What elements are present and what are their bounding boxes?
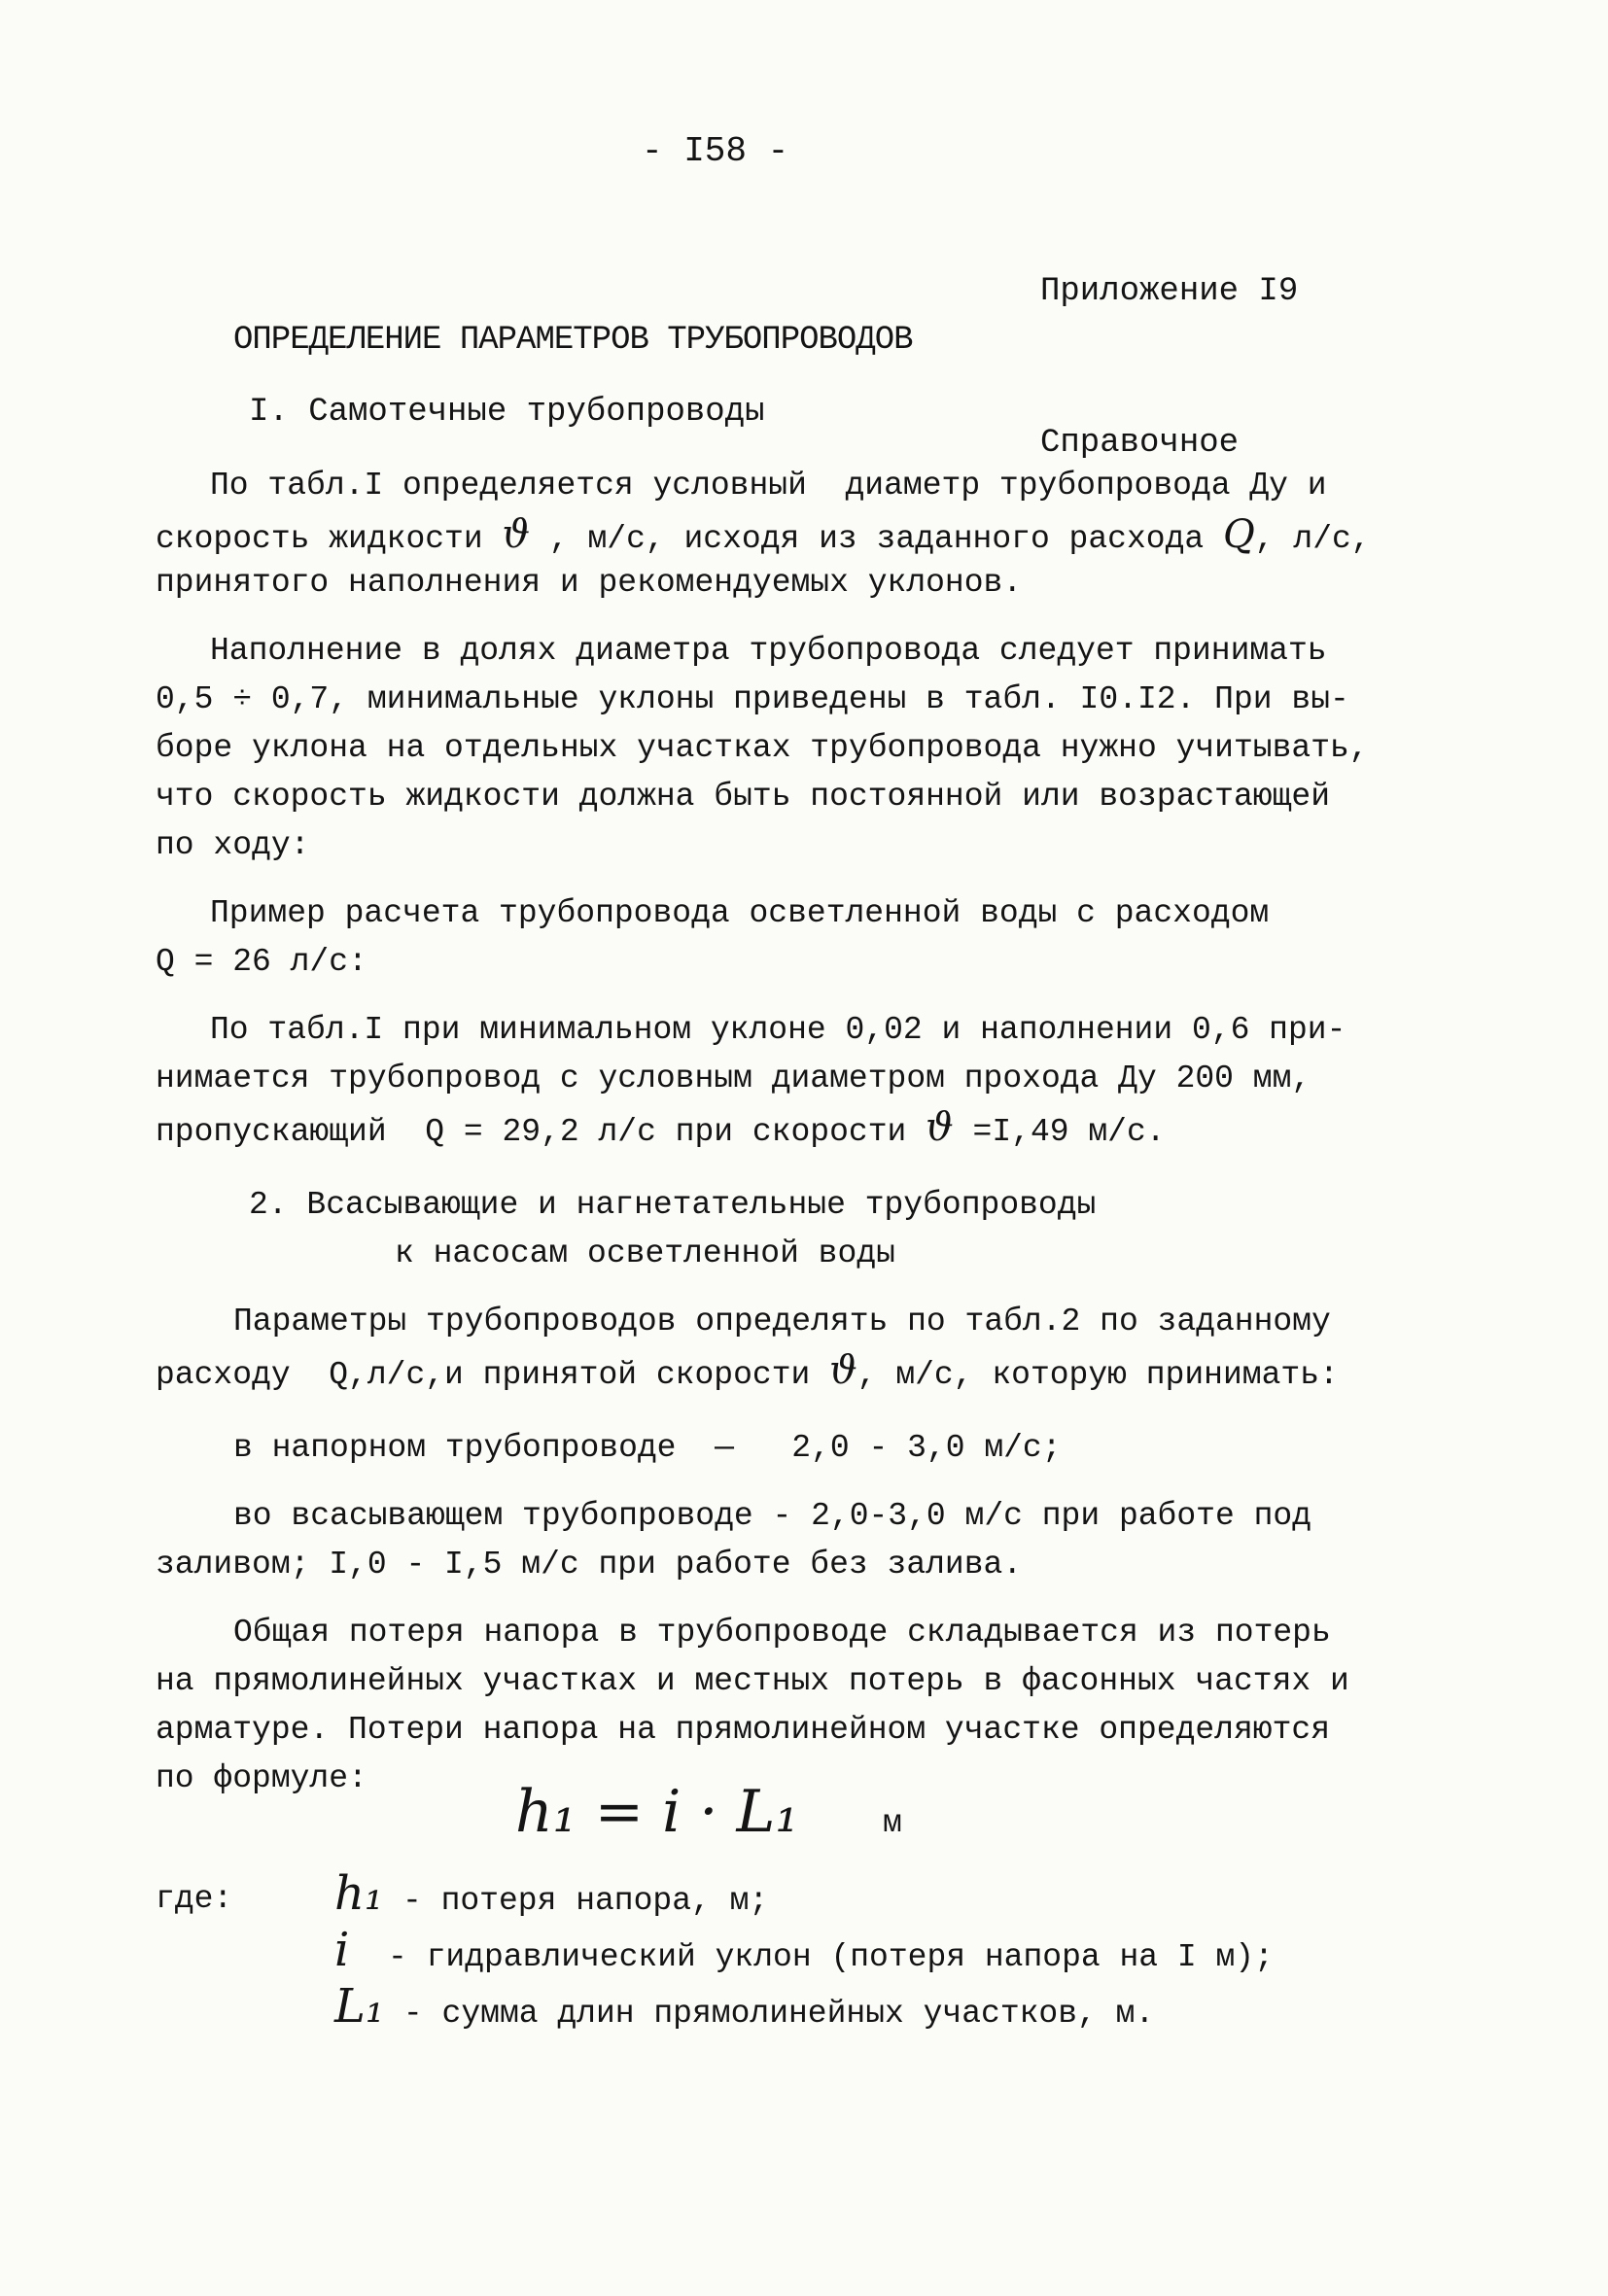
- s2p4-line3: арматуре. Потери напора на прямолинейном участке определяются: [156, 1712, 1330, 1748]
- s1p2-line4: что скорость жидкости должна быть постоянной или возрастающей: [156, 779, 1330, 815]
- s2p2-line: в напорном трубопроводе — 2,0 - 3,0 м/с;: [233, 1430, 1062, 1466]
- s2p3-line1: во всасывающем трубопроводе - 2,0-3,0 м/с при работе под: [233, 1498, 1311, 1534]
- s2p3-line2: заливом; I,0 - I,5 м/с при работе без залива.: [156, 1547, 1023, 1583]
- velocity-symbol: ϑ: [502, 512, 531, 557]
- s2p4-line4: по формуле:: [156, 1760, 367, 1796]
- velocity-symbol: ϑ: [926, 1105, 954, 1150]
- s1p1-line2: скорость жидкости ϑ , м/с, исходя из заданного расхода Q, л/с,: [156, 512, 1371, 557]
- s1p1-line1: По табл.I определяется условный диаметр трубопровода Ду и: [210, 468, 1327, 504]
- s1p2-line3: боре уклона на отдельных участках трубопровода нужно учитывать,: [156, 730, 1369, 766]
- s2p4-line1: Общая потеря напора в трубопроводе складывается из потерь: [233, 1615, 1331, 1651]
- section2-heading-line2: к насосам осветленной воды: [395, 1235, 895, 1271]
- s1p4-line3: пропускающий Q = 29,2 л/с при скорости ϑ =I,49 м/с.: [156, 1105, 1166, 1150]
- section2-heading-line1: 2. Всасывающие и нагнетательные трубопроводы: [249, 1187, 1097, 1223]
- definition-symbol: i: [334, 1923, 350, 1977]
- s1p2-line2: 0,5 ÷ 0,7, минимальные уклоны приведены в табл. I0.I2. При вы-: [156, 681, 1349, 717]
- definition-text: - гидравлический уклон (потеря напора на I м);: [349, 1939, 1274, 1975]
- velocity-symbol: ϑ: [829, 1348, 857, 1393]
- definition-row: [334, 1923, 1274, 1981]
- where-label: где:: [156, 1881, 233, 1917]
- s2p4-line2: на прямолинейных участках и местных потерь в фасонных частях и: [156, 1663, 1349, 1699]
- definition-text: - сумма длин прямолинейных участков, м.: [384, 1996, 1155, 2032]
- s1p3-line2: Q = 26 л/с:: [156, 944, 367, 980]
- definition-symbol: L₁: [334, 1979, 385, 2034]
- flow-symbol: Q: [1222, 512, 1255, 557]
- definition-row: [334, 1866, 769, 1925]
- s2p1-line2: расходу Q,л/с,и принятой скорости ϑ, м/с, которую принимать:: [156, 1348, 1339, 1393]
- s1p2-line5: по ходу:: [156, 827, 310, 863]
- s1p4-line1: По табл.I при минимальном уклоне 0,02 и наполнении 0,6 при-: [210, 1012, 1346, 1048]
- s1p1-line3: принятого наполнения и рекомендуемых уклонов.: [156, 565, 1023, 601]
- page-number: - I58 -: [642, 131, 789, 171]
- formula-unit: м: [883, 1805, 902, 1841]
- definition-symbol: h₁: [334, 1866, 384, 1921]
- document-title: ОПРЕДЕЛЕНИЕ ПАРАМЕТРОВ ТРУБОПРОВОДОВ: [233, 322, 913, 359]
- definition-text: - потеря напора, м;: [383, 1883, 769, 1919]
- head-loss-formula: h₁ = i · L₁: [515, 1778, 799, 1846]
- s1p3-line1: Пример расчета трубопровода осветленной воды с расходом: [210, 895, 1270, 931]
- appendix-number: Приложение I9: [1040, 273, 1299, 310]
- s2p1-line1: Параметры трубопроводов определять по табл.2 по заданному: [233, 1304, 1331, 1339]
- appendix-type: Справочное: [1040, 425, 1240, 462]
- definition-row: [334, 1979, 1155, 2037]
- s1p2-line1: Наполнение в долях диаметра трубопровода следует принимать: [210, 633, 1327, 669]
- section1-heading: I. Самотечные трубопроводы: [249, 394, 765, 431]
- s1p4-line2: нимается трубопровод с условным диаметром прохода Ду 200 мм,: [156, 1061, 1311, 1096]
